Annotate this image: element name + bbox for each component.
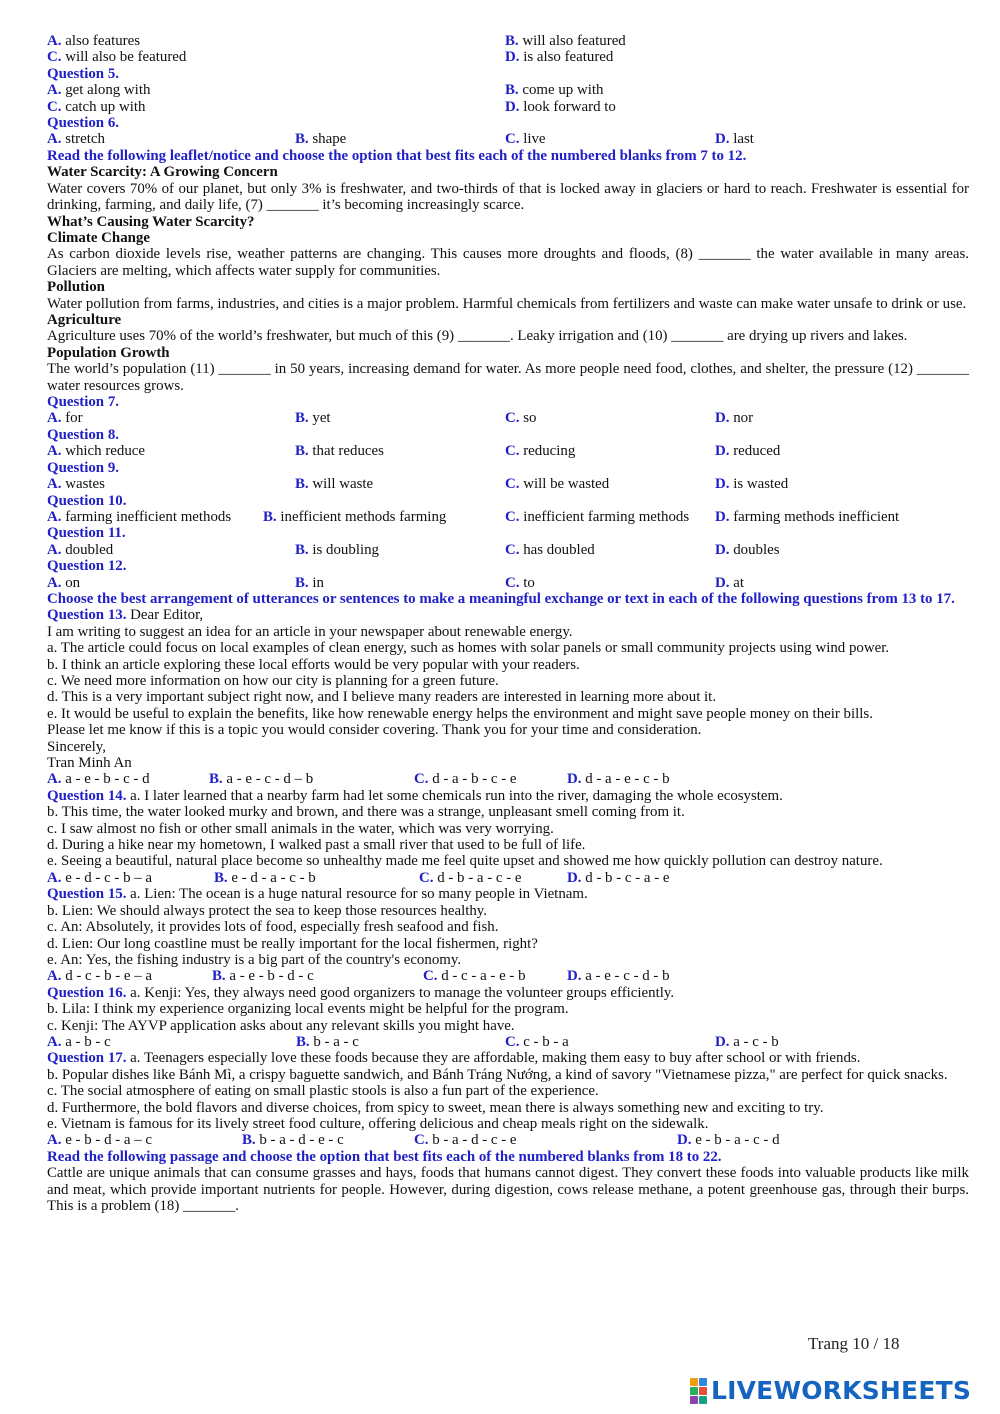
leaflet-subheading: Climate Change [47, 229, 150, 246]
option-c[interactable]: C. live [505, 131, 546, 148]
option-a[interactable]: A. e - d - c - b – a [47, 869, 153, 886]
option-d[interactable]: D. at [715, 574, 744, 591]
question-text-line: b. I think an article exploring these local efforts would be very popular with your readers. [47, 656, 580, 673]
q11-options [47, 542, 969, 558]
question-label: Question 12. [47, 558, 127, 575]
q4-options-row-1 [47, 33, 969, 49]
option-d[interactable]: D. nor [715, 410, 754, 427]
option-a[interactable]: A. a - b - c [47, 1033, 111, 1050]
option-d[interactable]: D. last [715, 131, 754, 148]
question-label: Question 6. [47, 115, 119, 132]
option-d[interactable]: D. doubles [715, 541, 780, 558]
leaflet-subheading: Population Growth [47, 344, 170, 361]
question-label: Question 10. [47, 492, 127, 509]
leaflet-paragraph: Water pollution from farms, industries, and cities is a major problem. Harmful chemicals from fertilizers and waste can make water unsafe to drink or use. [47, 295, 967, 312]
option-c[interactable]: C. will be wasted [505, 476, 610, 493]
question-text-line: I am writing to suggest an idea for an article in your newspaper about renewable energy. [47, 623, 573, 640]
option-a[interactable]: A. for [47, 410, 83, 427]
option-c[interactable]: C. d - b - a - c - e [419, 869, 522, 886]
leaflet-heading: What’s Causing Water Scarcity? [47, 213, 255, 230]
option-b[interactable]: B. is doubling [295, 541, 379, 558]
question-text-line: e. Vietnam is famous for its lively street food culture, offering delicious and cheap meals right on the sidewalk. [47, 1116, 709, 1132]
leaflet-intro: Water covers 70% of our planet, but only 3% is freshwater, and two-thirds of that is locked away in glaciers or hard to reach. Freshwater is essential for drinking, farming, and daily life, (7) _______ it’s becoming increasingly scarce. [47, 180, 969, 214]
option-c[interactable]: C. reducing [505, 443, 576, 460]
q4-options-row-2 [47, 49, 969, 65]
option-c[interactable]: C. d - c - a - e - b [423, 968, 526, 985]
question-label: Question 9. [47, 459, 119, 476]
q7-options [47, 410, 969, 426]
option-d[interactable]: D. is also featured [505, 49, 614, 66]
option-b[interactable]: B. b - a - c [296, 1033, 359, 1050]
question-text-line: d. During a hike near my hometown, I walked past a small river that used to be full of life. [47, 837, 586, 854]
question-label: Question 11. [47, 525, 126, 542]
question-text-line: d. Furthermore, the bold flavors and diverse choices, from spicy to sweet, mean there is always something new and exciting to try. [47, 1099, 824, 1116]
question-text-line: d. This is a very important subject right now, and I believe many readers are interested in learning more about it. [47, 689, 717, 706]
option-b[interactable]: B. that reduces [295, 443, 384, 460]
option-d[interactable]: D. d - a - e - c - b [567, 771, 670, 788]
option-b[interactable]: B. a - e - c - d – b [209, 771, 314, 788]
option-a[interactable]: A. get along with [47, 82, 151, 99]
section-instruction: Read the following leaflet/notice and choose the option that best fits each of the numbered blanks from 7 to 12. [47, 147, 747, 164]
option-c[interactable]: C. d - a - b - c - e [414, 771, 517, 788]
brand-name: LIVEWORKSHEETS [711, 1376, 972, 1405]
q14-options [47, 870, 969, 886]
option-c[interactable]: C. to [505, 574, 535, 591]
question-label: Question 7. [47, 394, 119, 411]
option-d[interactable]: D. d - b - c - a - e [567, 869, 670, 886]
option-b[interactable]: B. shape [295, 131, 347, 148]
option-b[interactable]: B. inefficient methods farming [263, 508, 447, 525]
q5-options-row-1 [47, 82, 969, 98]
q10-options [47, 509, 969, 525]
option-a[interactable]: A. wastes [47, 476, 105, 493]
section-instruction: Choose the best arrangement of utterances or sentences to make a meaningful exchange or text in each of the following questions from 13 to 17. [47, 590, 955, 607]
question-stem: Question 13. Dear Editor, [47, 607, 204, 624]
leaflet-subheading: Pollution [47, 279, 105, 296]
leaflet-subheading: Agriculture [47, 311, 122, 328]
q16-options [47, 1034, 969, 1050]
question-stem: Question 17. a. Teenagers especially love these foods because they are affordable, making them easy to buy after school or with friends. [47, 1050, 861, 1067]
option-c[interactable]: C. inefficient farming methods [505, 508, 690, 525]
option-b[interactable]: B. e - d - a - c - b [214, 869, 316, 886]
question-text-line: b. Lila: I think my experience organizing local events might be helpful for the program. [47, 1001, 569, 1018]
q6-options [47, 131, 969, 147]
question-text-line: e. Seeing a beautiful, natural place become so unhealthy made me feel quite upset and showed me how quickly pollution can destroy nature. [47, 853, 883, 870]
option-d[interactable]: D. is wasted [715, 476, 789, 493]
option-a[interactable]: A. a - e - b - c - d [47, 771, 150, 788]
option-d[interactable]: D. look forward to [505, 98, 616, 115]
page-number: Trang 10 / 18 [808, 1334, 900, 1353]
option-b[interactable]: B. will also featured [505, 33, 626, 49]
worksheet-page [47, 33, 969, 1214]
question-text-line: d. Lien: Our long coastline must be really important for the local fishermen, right? [47, 935, 538, 952]
question-text-line: c. We need more information on how our city is planning for a green future. [47, 673, 499, 689]
option-c[interactable]: C. catch up with [47, 98, 146, 115]
option-b[interactable]: B. will waste [295, 476, 374, 493]
option-b[interactable]: B. come up with [505, 82, 604, 99]
question-text-line: b. This time, the water looked murky and brown, and there was a strange, unpleasant smell coming from it. [47, 804, 685, 821]
question-stem: Question 15. a. Lien: The ocean is a huge natural resource for so many people in Vietnam. [47, 886, 588, 903]
q17-options [47, 1132, 969, 1148]
question-text-line: e. An: Yes, the fishing industry is a big part of the country's economy. [47, 951, 462, 968]
q13-options [47, 771, 969, 787]
reading-passage: Cattle are unique animals that can consume grasses and hays, foods that humans cannot digest. They convert these foods into valuable products like milk and meat, which provide important nutrients for people. However, during digestion, cows release methane, a potent greenhouse gas, through their burps. This is a problem (18) _______. [47, 1165, 969, 1215]
question-text-line: Tran Minh An [47, 755, 132, 772]
option-d[interactable]: D. reduced [715, 443, 781, 460]
option-b[interactable]: B. a - e - b - d - c [212, 968, 314, 985]
q9-options [47, 476, 969, 492]
option-b[interactable]: B. b - a - d - e - c [242, 1132, 344, 1149]
leaflet-title: Water Scarcity: A Growing Concern [47, 164, 278, 181]
option-a[interactable]: A. farming inefficient methods [47, 508, 232, 525]
option-a[interactable]: A. stretch [47, 131, 105, 148]
option-a[interactable]: A. on [47, 574, 81, 591]
option-d[interactable]: D. e - b - a - c - d [677, 1132, 780, 1149]
q15-options [47, 968, 969, 984]
logo-grid-icon [690, 1378, 707, 1404]
option-c[interactable]: C. has doubled [505, 541, 595, 558]
option-a[interactable]: A. which reduce [47, 443, 145, 460]
option-b[interactable]: B. in [295, 574, 324, 591]
option-c[interactable]: C. c - b - a [505, 1033, 569, 1050]
option-a[interactable]: A. e - b - d - a – c [47, 1132, 153, 1149]
option-b[interactable]: B. yet [295, 410, 331, 427]
liveworksheets-logo[interactable] [690, 1376, 971, 1405]
option-d[interactable]: D. a - c - b [715, 1033, 779, 1050]
question-text-line: b. Popular dishes like Bánh Mì, a crispy baguette sandwich, and Bánh Tráng Nướng, a kind of savory "Vietnamese pizza," are perfect for quick snacks. [47, 1066, 948, 1083]
question-label: Question 8. [47, 426, 119, 443]
question-text-line: c. An: Absolutely, it provides lots of food, especially fresh seafood and fish. [47, 919, 499, 936]
question-text-line: b. Lien: We should always protect the sea to keep those resources healthy. [47, 902, 488, 919]
question-text-line: Please let me know if this is a topic you would consider covering. Thank you for your time and consideration. [47, 722, 702, 739]
section-instruction: Read the following passage and choose the option that best fits each of the numbered blanks from 18 to 22. [47, 1148, 722, 1165]
option-c[interactable]: C. so [505, 410, 537, 427]
option-c[interactable]: C. b - a - d - c - e [414, 1132, 517, 1149]
question-text-line: c. The social atmosphere of eating on small plastic stools is also a fun part of the experience. [47, 1083, 599, 1100]
question-text-line: a. The article could focus on local examples of clean energy, such as homes with solar panels or small community projects using wind power. [47, 640, 890, 657]
question-text-line: c. I saw almost no fish or other small animals in the water, which was very worrying. [47, 820, 554, 837]
option-d[interactable]: D. a - e - c - d - b [567, 968, 670, 985]
option-a[interactable]: A. doubled [47, 541, 114, 558]
question-stem: Question 14. a. I later learned that a nearby farm had let some chemicals run into the river, damaging the whole ecosystem. [47, 787, 783, 804]
leaflet-paragraph: Agriculture uses 70% of the world’s freshwater, but much of this (9) _______. Leaky irrigation and (10) _______ are drying up rivers and lakes. [47, 328, 908, 345]
question-label: Question 5. [47, 65, 119, 82]
option-a[interactable]: A. d - c - b - e – a [47, 968, 153, 985]
leaflet-paragraph: The world’s population (11) _______ in 50 years, increasing demand for water. As more people need food, clothes, and shelter, the pressure (12) _______ water resources grows. [47, 361, 969, 394]
question-stem: Question 16. a. Kenji: Yes, they always need good organizers to manage the volunteer groups efficiently. [47, 984, 675, 1001]
option-c[interactable]: C. will also be featured [47, 49, 187, 66]
q5-options-row-2 [47, 99, 969, 115]
question-text-line: e. It would be useful to explain the benefits, like how renewable energy helps the environment and might save people money on their bills. [47, 705, 873, 722]
q8-options [47, 443, 969, 459]
leaflet-paragraph: As carbon dioxide levels rise, weather patterns are changing. This causes more droughts and floods, (8) _______ the water available in many areas. Glaciers are melting, which affects water supply for communities. [47, 246, 969, 279]
option-d[interactable]: D. farming methods inefficient [715, 508, 900, 525]
option-a[interactable]: A. also features [47, 33, 141, 49]
q12-options [47, 575, 969, 591]
question-text-line: c. Kenji: The AYVP application asks about any relevant skills you might have. [47, 1017, 515, 1034]
question-text-line: Sincerely, [47, 738, 106, 755]
